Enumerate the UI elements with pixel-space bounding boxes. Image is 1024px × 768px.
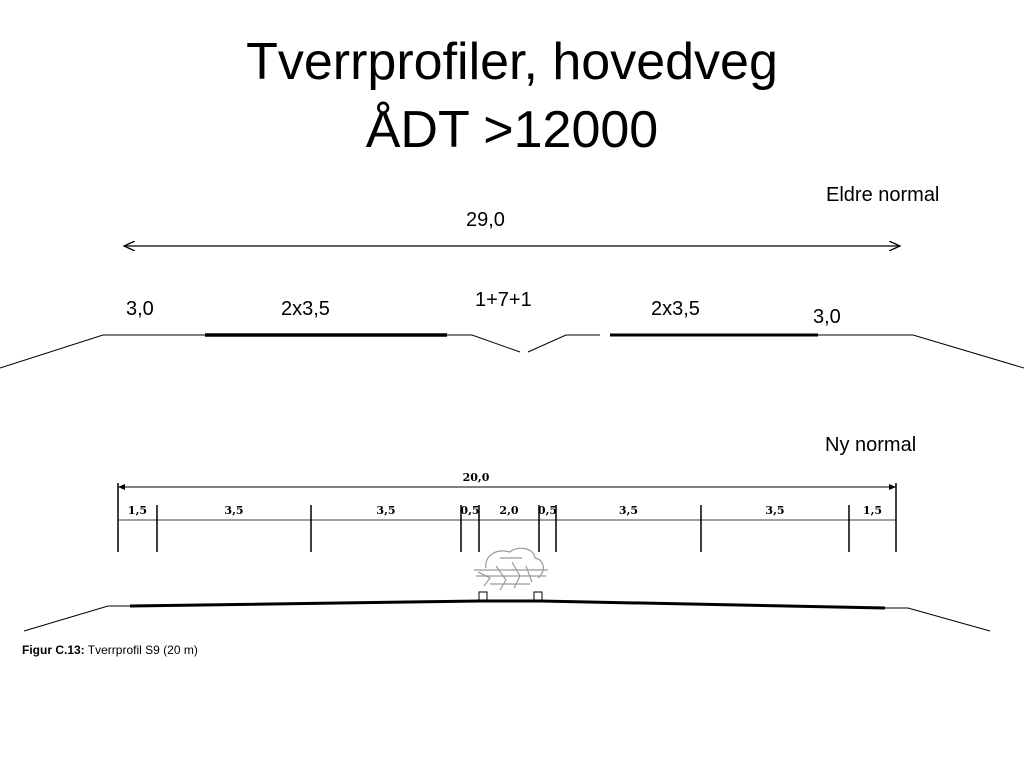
dimension-label: 1,5 — [862, 504, 883, 517]
old-left-shoulder-label: 3,0 — [126, 298, 154, 320]
dimension-label: 3,5 — [618, 504, 639, 517]
new-profile-label: Ny normal — [825, 434, 917, 456]
new-left-slope — [24, 606, 130, 631]
dimension-label: 3,5 — [765, 504, 785, 517]
slide-title-line-1: Tverrprofiler, hovedveg — [246, 33, 778, 91]
median-shrub-sketch — [474, 548, 548, 590]
new-dimension-labels — [128, 504, 882, 517]
new-dimension-ticks — [118, 483, 896, 552]
new-total-width-label: 20,0 — [462, 471, 490, 484]
old-right-lanes-label: 2x3,5 — [651, 298, 700, 320]
dimension-label: 1,5 — [127, 504, 148, 517]
old-road-profile — [0, 335, 1024, 368]
dimension-label: 0,5 — [537, 504, 558, 517]
figure-caption-prefix: Figur C.13: — [22, 643, 85, 657]
dimension-label: 0,5 — [460, 504, 480, 517]
old-median-label: 1+7+1 — [475, 289, 532, 311]
dimension-label: 3,5 — [376, 504, 396, 517]
old-left-lanes-label: 2x3,5 — [281, 298, 330, 320]
new-carriageway — [130, 601, 885, 608]
figure-caption-text: Tverrprofil S9 (20 m) — [87, 643, 198, 657]
dimension-label: 3,5 — [224, 504, 244, 517]
slide-title-line-2: ÅDT >12000 — [365, 101, 659, 159]
old-profile-label: Eldre normal — [826, 184, 940, 206]
new-right-slope — [885, 608, 990, 631]
old-total-width-label: 29,0 — [466, 209, 505, 231]
dimension-label: 2,0 — [499, 504, 519, 517]
figure-caption — [22, 643, 198, 657]
old-right-shoulder-label: 3,0 — [813, 306, 841, 328]
new-road-profile — [24, 592, 990, 631]
